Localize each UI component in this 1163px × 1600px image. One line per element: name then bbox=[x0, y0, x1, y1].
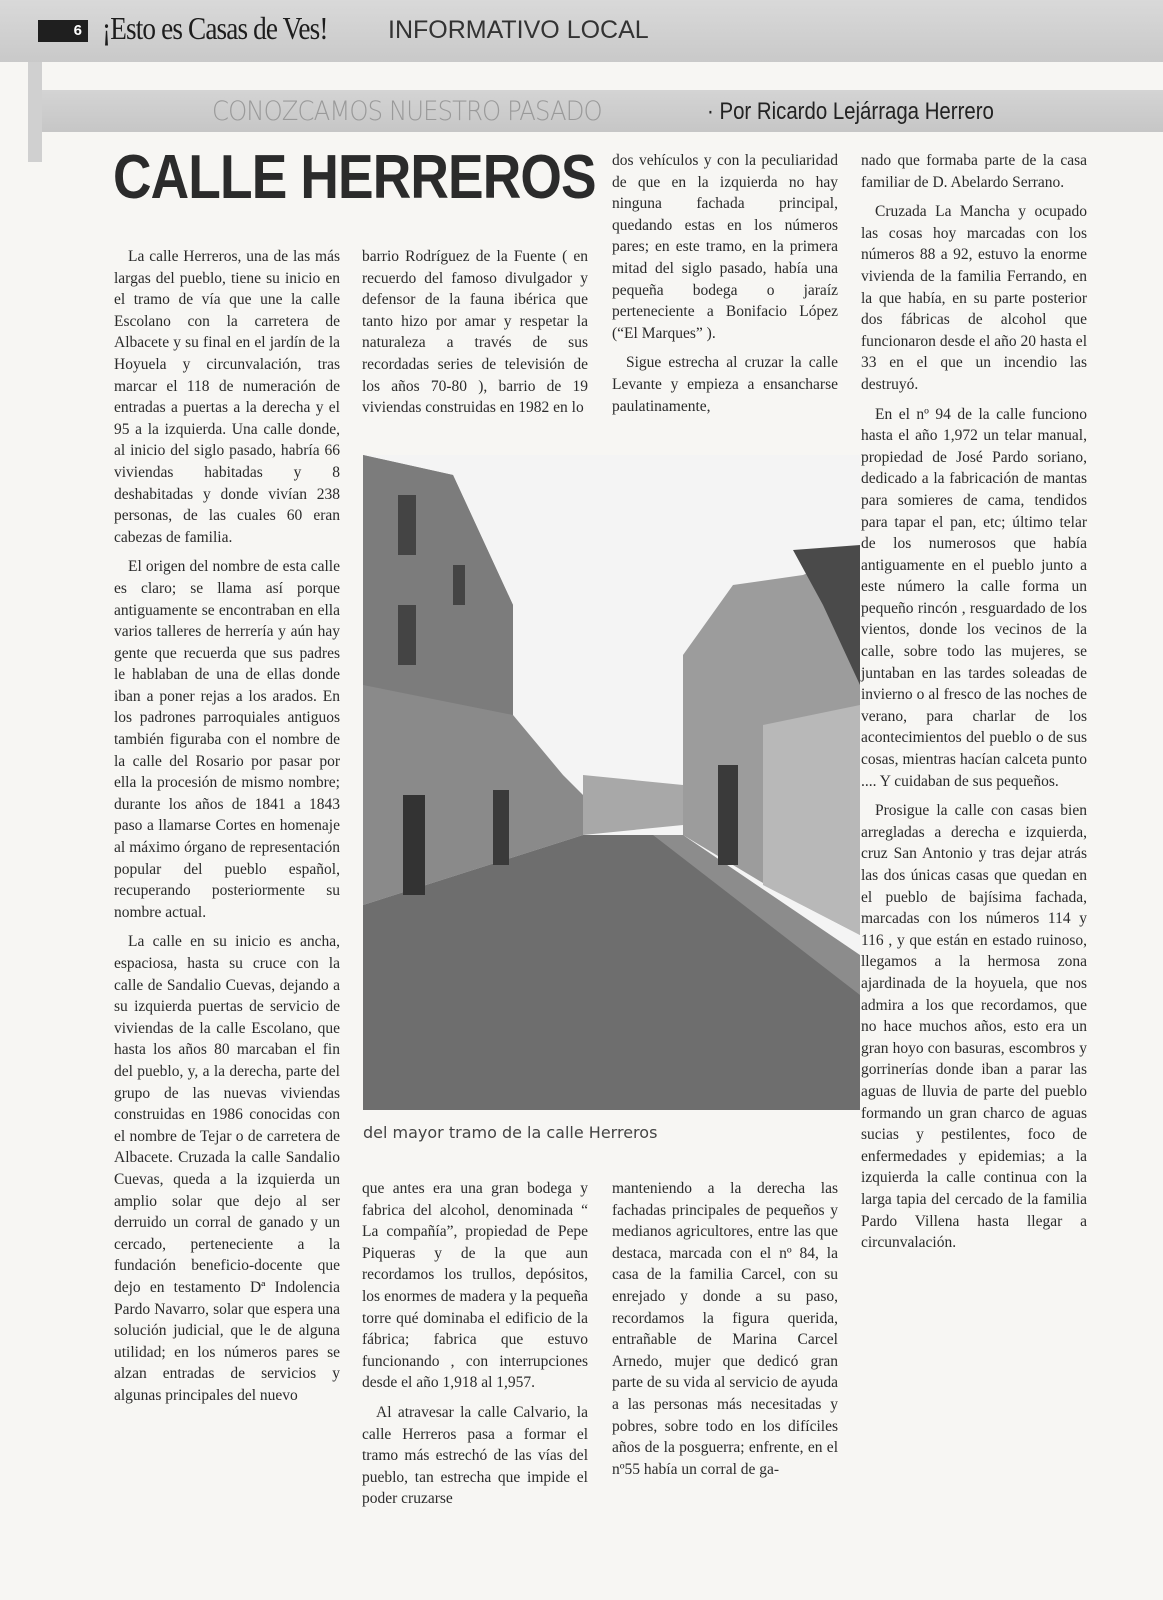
paragraph: Al atravesar la calle Calvario, la calle Herreros pasa a formar el tramo más estrechó de las vías del pueblo, tan estrecha que impide el poder cruzarse bbox=[362, 1403, 588, 1508]
column-3-top bbox=[612, 150, 838, 425]
paragraph: que antes era una gran bodega y fabrica del alcohol, denominada “ La compañía”, propiedad de Pepe Piqueras y de la que aun recordamos los trullos, depósitos, los enormes de madera y la pequeña torre qué dominaba el edificio de la fábrica; fabrica que estuvo funcionando , con interrupciones desde el año 1,918 al 1,957. bbox=[362, 1180, 588, 1392]
paragraph: barrio Rodríguez de la Fuente ( en recuerdo del famoso divulgador y defensor de la fauna ibérica que tanto hizo por amar y respetar la naturaleza a través de sus recordadas series de televisión de los años 70-80 ), barrio de 19 viviendas construidas en 1982 en lo bbox=[362, 248, 588, 417]
column-3-bottom bbox=[612, 1178, 838, 1488]
byline: · Por Ricardo Lejárraga Herrero bbox=[707, 98, 994, 125]
paragraph: manteniendo a la derecha las fachadas principales de pequeños y medianos agricultores, entre las que destaca, marcada con el nº 84, la casa de la familia Carcel, con su enrejado y donde a su paso, recordamos la figura querida, entrañable de Marina Carcel Arnedo, mujer que dedicó gran parte de su vida al servicio de ayuda a las personas más necesitadas y pobres, sobre todo en los difíciles años de la posguerra; enfrente, en el nº55 había un corral de ga- bbox=[612, 1180, 838, 1478]
paragraph: Sigue estrecha al cruzar la calle Levante y empieza a ensancharse paulatinamente, bbox=[612, 354, 838, 415]
column-1 bbox=[114, 246, 340, 1414]
paragraph: La calle en su inicio es ancha, espaciosa, hasta su cruce con la calle de Sandalio Cuevas, dejando a su izquierda puertas de servicio de viviendas de la calle Escolano, que hasta los años 80 marcaban el fin del pueblo, y, a la derecha, parte del grupo de las nuevas viviendas construidas en 1986 conocidas con el nombre de Tejar o de carretera de Albacete. Cruzada la calle Sandalio Cuevas, queda a la izquierda un amplio solar que dejo al ser derruido un corral de ganado y un cercado, perteneciente a la fundación beneficio-docente que dejo en testamento Dª Indolencia Pardo Navarro, solar que espera una solución judicial, que le de alguna utilidad; en los números pares se alzan entradas de servicios y algunas principales del nuevo bbox=[114, 933, 340, 1404]
paragraph: El origen del nombre de esta calle es claro; se llama así porque antiguamente se encontraban en ella varios talleres de herrería y aún hay gente que recuerda que sus padres le hablaban de una de ellas donde iban a poner rejas a los arados. En los padrones parroquiales antiguos también figuraba con el nombre de la calle del Rosario por pasar por ella la procesión de mismo nombre; durante los años de 1841 a 1843 paso a llamarse Cortes en homenaje al máximo órgano de representación popular del pueblo español, recuperando posteriormente su nombre actual. bbox=[114, 558, 340, 921]
paragraph: nado que formaba parte de la casa familiar de D. Abelardo Serrano. bbox=[861, 152, 1087, 191]
page-edge bbox=[28, 62, 42, 162]
column-band bbox=[42, 90, 1163, 132]
paragraph: Prosigue la calle con casas bien arregladas a derecha e izquierda, cruz San Antonio y tras dejar atrás las dos únicas casas que quedan en el pueblo de bajísima fachada, marcadas con los números 114 y 116 , y que están en estado ruinoso, llegamos a la hermosa zona ajardinada de la hoyuela, que nos admira a los que recordamos, que no hace muchos años, esto era un gran hoyo con basuras, escombros y gorrinerías donde iban a parar las aguas de lluvia de parte del pueblo formando un gran charco de aguas sucias y pestilentes, foco de enfermedades y epidemias; a la izquierda la calle continua con la larga tapia del cercado de la familia Pardo Villena hasta llegar a circunvalación. bbox=[861, 802, 1087, 1252]
paragraph: dos vehículos y con la peculiaridad de que en la izquierda no hay ninguna fachada principal, quedando estas en los números pares; en este tramo, en la primera mitad del siglo pasado, había una pequeña bodega o jaraíz perteneciente a Bonifacio López (“El Marques” ). bbox=[612, 152, 838, 342]
street-photo bbox=[363, 455, 860, 1110]
masthead bbox=[0, 0, 1163, 62]
column-2-bottom bbox=[362, 1178, 588, 1518]
publication-logo: ¡Esto es Casas de Ves! bbox=[102, 10, 328, 46]
section-title: INFORMATIVO LOCAL bbox=[388, 16, 649, 44]
article-title: CALLE HERREROS bbox=[113, 143, 596, 212]
street-photo-image bbox=[363, 455, 860, 1110]
page-number: 6 bbox=[38, 20, 88, 42]
paragraph: Cruzada La Mancha y ocupado las cosas hoy marcadas con los números 88 a 92, estuvo la enorme vivienda de la familia Ferrando, en la que había, en su parte posterior dos fábricas de alcohol que funcionaron desde el año 20 hasta el 33 en el que un incendio las destruyó. bbox=[861, 203, 1087, 393]
paragraph: En el nº 94 de la calle funciono hasta el año 1,972 un telar manual, propiedad de José Pardo soriano, dedicado a la fabricación de mantas para somieres de cama, tendidos para tapar el pan, etc; último telar de los numerosos que había antiguamente en el pueblo junto a este número la calle forma un pequeño rincón , resguardado de los vientos, donde los vecinos de la calle, sobre todo las mujeres, se juntaban en las tardes soleadas de invierno o al fresco de las noches de verano, para charlar de los acontecimientos del pueblo o de sus cosas, mientras hacían calceta punto .... Y cuidaban de sus pequeños. bbox=[861, 405, 1087, 790]
photo-caption: del mayor tramo de la calle Herreros bbox=[363, 1123, 658, 1142]
column-4 bbox=[861, 150, 1087, 1262]
paragraph: La calle Herreros, una de las más largas del pueblo, tiene su inicio en el tramo de vía que une la calle Escolano con la carretera de Albacete y su final en el jardín de la Hoyuela y circunvalación, tras marcar el 118 de numeración de entradas a puertas a la derecha y el 95 a la izquierda. Una calle donde, al inicio del siglo pasado, habría 66 viviendas habitadas y 8 deshabitadas y donde vivían 238 personas, de las cuales 60 eran cabezas de familia. bbox=[114, 248, 340, 546]
column-2-top bbox=[362, 246, 588, 427]
column-kicker: CONOZCAMOS NUESTRO PASADO bbox=[212, 96, 602, 127]
